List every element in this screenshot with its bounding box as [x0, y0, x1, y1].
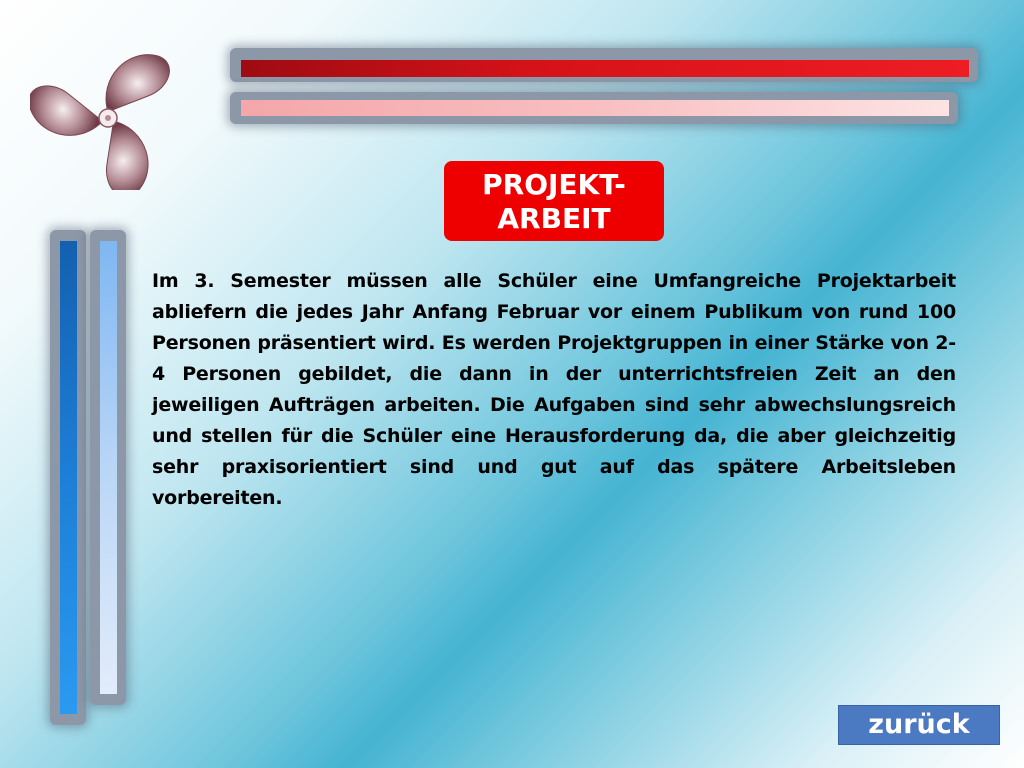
- decorative-red-bar: [241, 60, 969, 77]
- decorative-blue-bar: [60, 241, 77, 714]
- slide-title: [444, 161, 664, 241]
- slide-body-text: Im 3. Semester müssen alle Schüler eine Umfangreiche Projektarbeit abliefern die jedes Jahr Anfang Februar vor einem Publikum von rund 100 Personen präsentiert wird. Es werden Projektgruppen in einer Stärke von 2-4 Personen gebildet, die dann in der unterrichtsfreien Zeit an den jeweiligen Aufträgen arbeiten. Die Aufgaben sind sehr abwechslungsreich und stellen für die Schüler eine Herausforderung da, die aber gleichzeitig sehr praxisorientiert sind und gut auf das spätere Arbeitsleben vorbereiten.: [152, 270, 956, 509]
- decorative-light-blue-bar: [100, 241, 117, 694]
- propeller-logo-icon: [30, 40, 175, 190]
- back-button[interactable]: zurück: [838, 705, 1000, 745]
- decorative-pink-bar: [241, 100, 949, 116]
- slide-title-line: ARBEIT: [497, 202, 611, 235]
- slide-title-line: PROJEKT-: [482, 168, 626, 201]
